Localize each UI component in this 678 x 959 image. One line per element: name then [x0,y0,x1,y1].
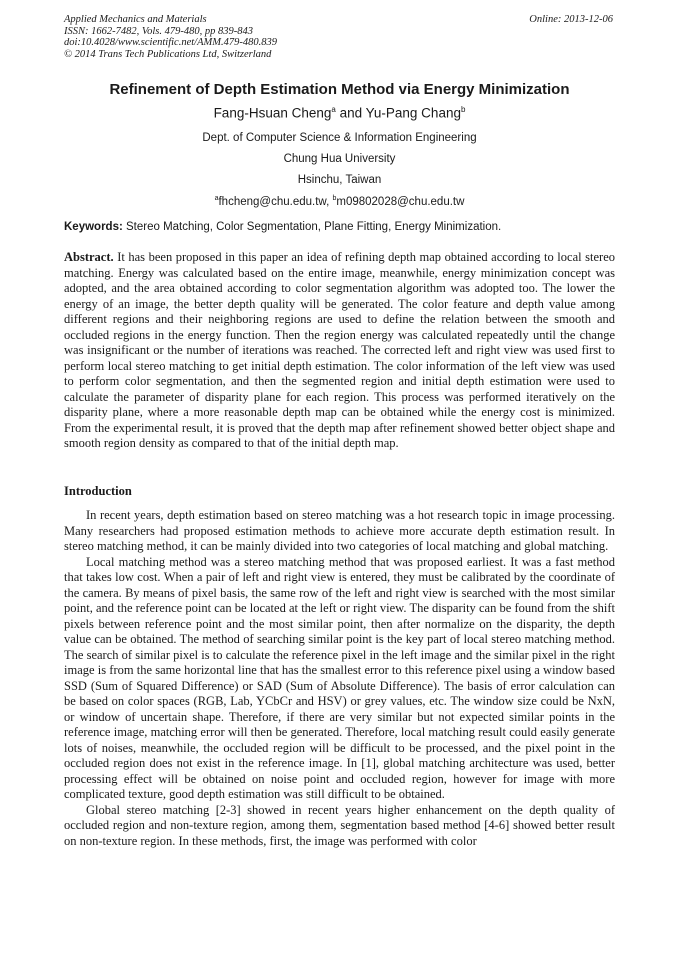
doi: doi:10.4028/www.scientific.net/AMM.479-480.839 [64,37,277,48]
abstract-text: It has been proposed in this paper an idea of refining depth map obtained according to local stereo matching. Energy was calculated based on the entire image, meanwhile, energy minimization concept was adopted, and the area obtained according to color segmentation algorithm was adopted too. The lower the energy of an image, the better depth quality will be generated. The color feature and depth value among different regions and their neighboring regions are used to define the relation between the smooth and occluded regions in the energy function. Then the region energy was calculated repeatedly until the change was insignificant or the number of iterations was reached. The corrected left and right view was used first to perform local stereo matching to get initial depth estimation. The color information of the left view was used to perform color segmentation, and then the segmented region and initial depth estimation were used to calculate the parameter of disparity plane for each region. This process was performed iteratively on the disparity plane, where a more reasonable depth map can be obtained while the energy cost is minimized. From the experimental result, it is proved that the depth map after refinement showed better object shape and smooth region density as compared to that of the initial depth map. [64,250,615,450]
keywords-label: Keywords: [64,221,123,233]
intro-paragraph-3: Global stereo matching [2-3] showed in recent years higher enhancement on the depth quality of occluded region and non-texture region, among them, segmentation based method [4-6] showed better result on non-texture region. In these methods, first, the image was performed with color [64,802,615,848]
paper-page [64,0,615,959]
email-b: m09802028@chu.edu.tw [336,195,465,208]
email-a: fhcheng@chu.edu.tw, [218,195,333,208]
affiliation-emails [64,195,615,208]
issn: ISSN: 1662-7482, Vols. 479-480, pp 839-843 [64,25,253,37]
email-b-sup: b [332,195,337,202]
affiliation-university: Chung Hua University [283,153,396,165]
author-2-sup: b [460,105,466,114]
affiliation-dept: Dept. of Computer Science & Information Engineering [202,132,477,144]
keywords-text: Stereo Matching, Color Segmentation, Plane Fitting, Energy Minimization. [122,221,502,233]
keywords [64,221,615,233]
author-1: Fang-Hsuan Cheng [213,105,332,121]
paper-title: Refinement of Depth Estimation Method via Energy Minimization [109,81,570,98]
online-date: Online: 2013-12-06 [529,14,613,25]
abstract [64,250,615,452]
running-header [64,14,615,60]
author-2: Yu-Pang Chang [365,105,461,121]
introduction-heading: Introduction [64,484,132,498]
journal-name: Applied Mechanics and Materials [64,14,207,25]
copyright: © 2014 Trans Tech Publications Ltd, Switzerland [64,48,272,60]
introduction-body [64,508,615,849]
author-line [64,105,615,121]
intro-paragraph-2: Local matching method was a stereo matching method that was proposed earliest. It was a fast method that takes low cost. When a pair of left and right view is entered, they must be calibrated by the coordinate of the camera. By means of pixel basis, the same row of the left and right view is searched with the most similar point, and the reference point can be located at the left or right view. The disparity can be found from the shift pixels between reference point and the most similar point, then after normalize on the disparity, the depth value can be obtained. The method of searching similar point is the key part of local stereo matching method. The search of similar pixel is to calculate the reference pixel in the left image and the similar pixel in the right image is from the same horizontal line that has the smallest error to this reference pixel using a window based SSD (Sum of Squared Difference) or SAD (Sum of Absolute Difference). The basis of error calculation can be based on color spaces (RGB, Lab, YCbCr and HSV) or grey values, etc. The window size could be NxN, or window of uncertain shape. Therefore, if there are very similar but not expected similar points in the reference image, matching error will then be generated. Therefore, local matching result could easily generate lots of noises, meanwhile, the occluded region will be difficult to be processed, and the pixel point in the occluded region does not exist in the reference image. In [1], global matching architecture was used, better processing effect will be obtained on noise point and occluded region, however for image with more complicated texture, good depth estimation was still difficult to be obtained. [64,554,615,801]
intro-paragraph-1: In recent years, depth estimation based on stereo matching was a hot research topic in image processing. Many researchers had proposed estimation methods to achieve more accurate depth estimation result. In stereo matching method, it can be mainly divided into two categories of local matching and global matching. [64,508,615,553]
author-1-sup: a [331,105,336,114]
abstract-label: Abstract. [64,250,114,264]
affiliation-city: Hsinchu, Taiwan [297,174,382,186]
email-a-sup: a [214,195,219,202]
author-conj: and [335,105,366,121]
